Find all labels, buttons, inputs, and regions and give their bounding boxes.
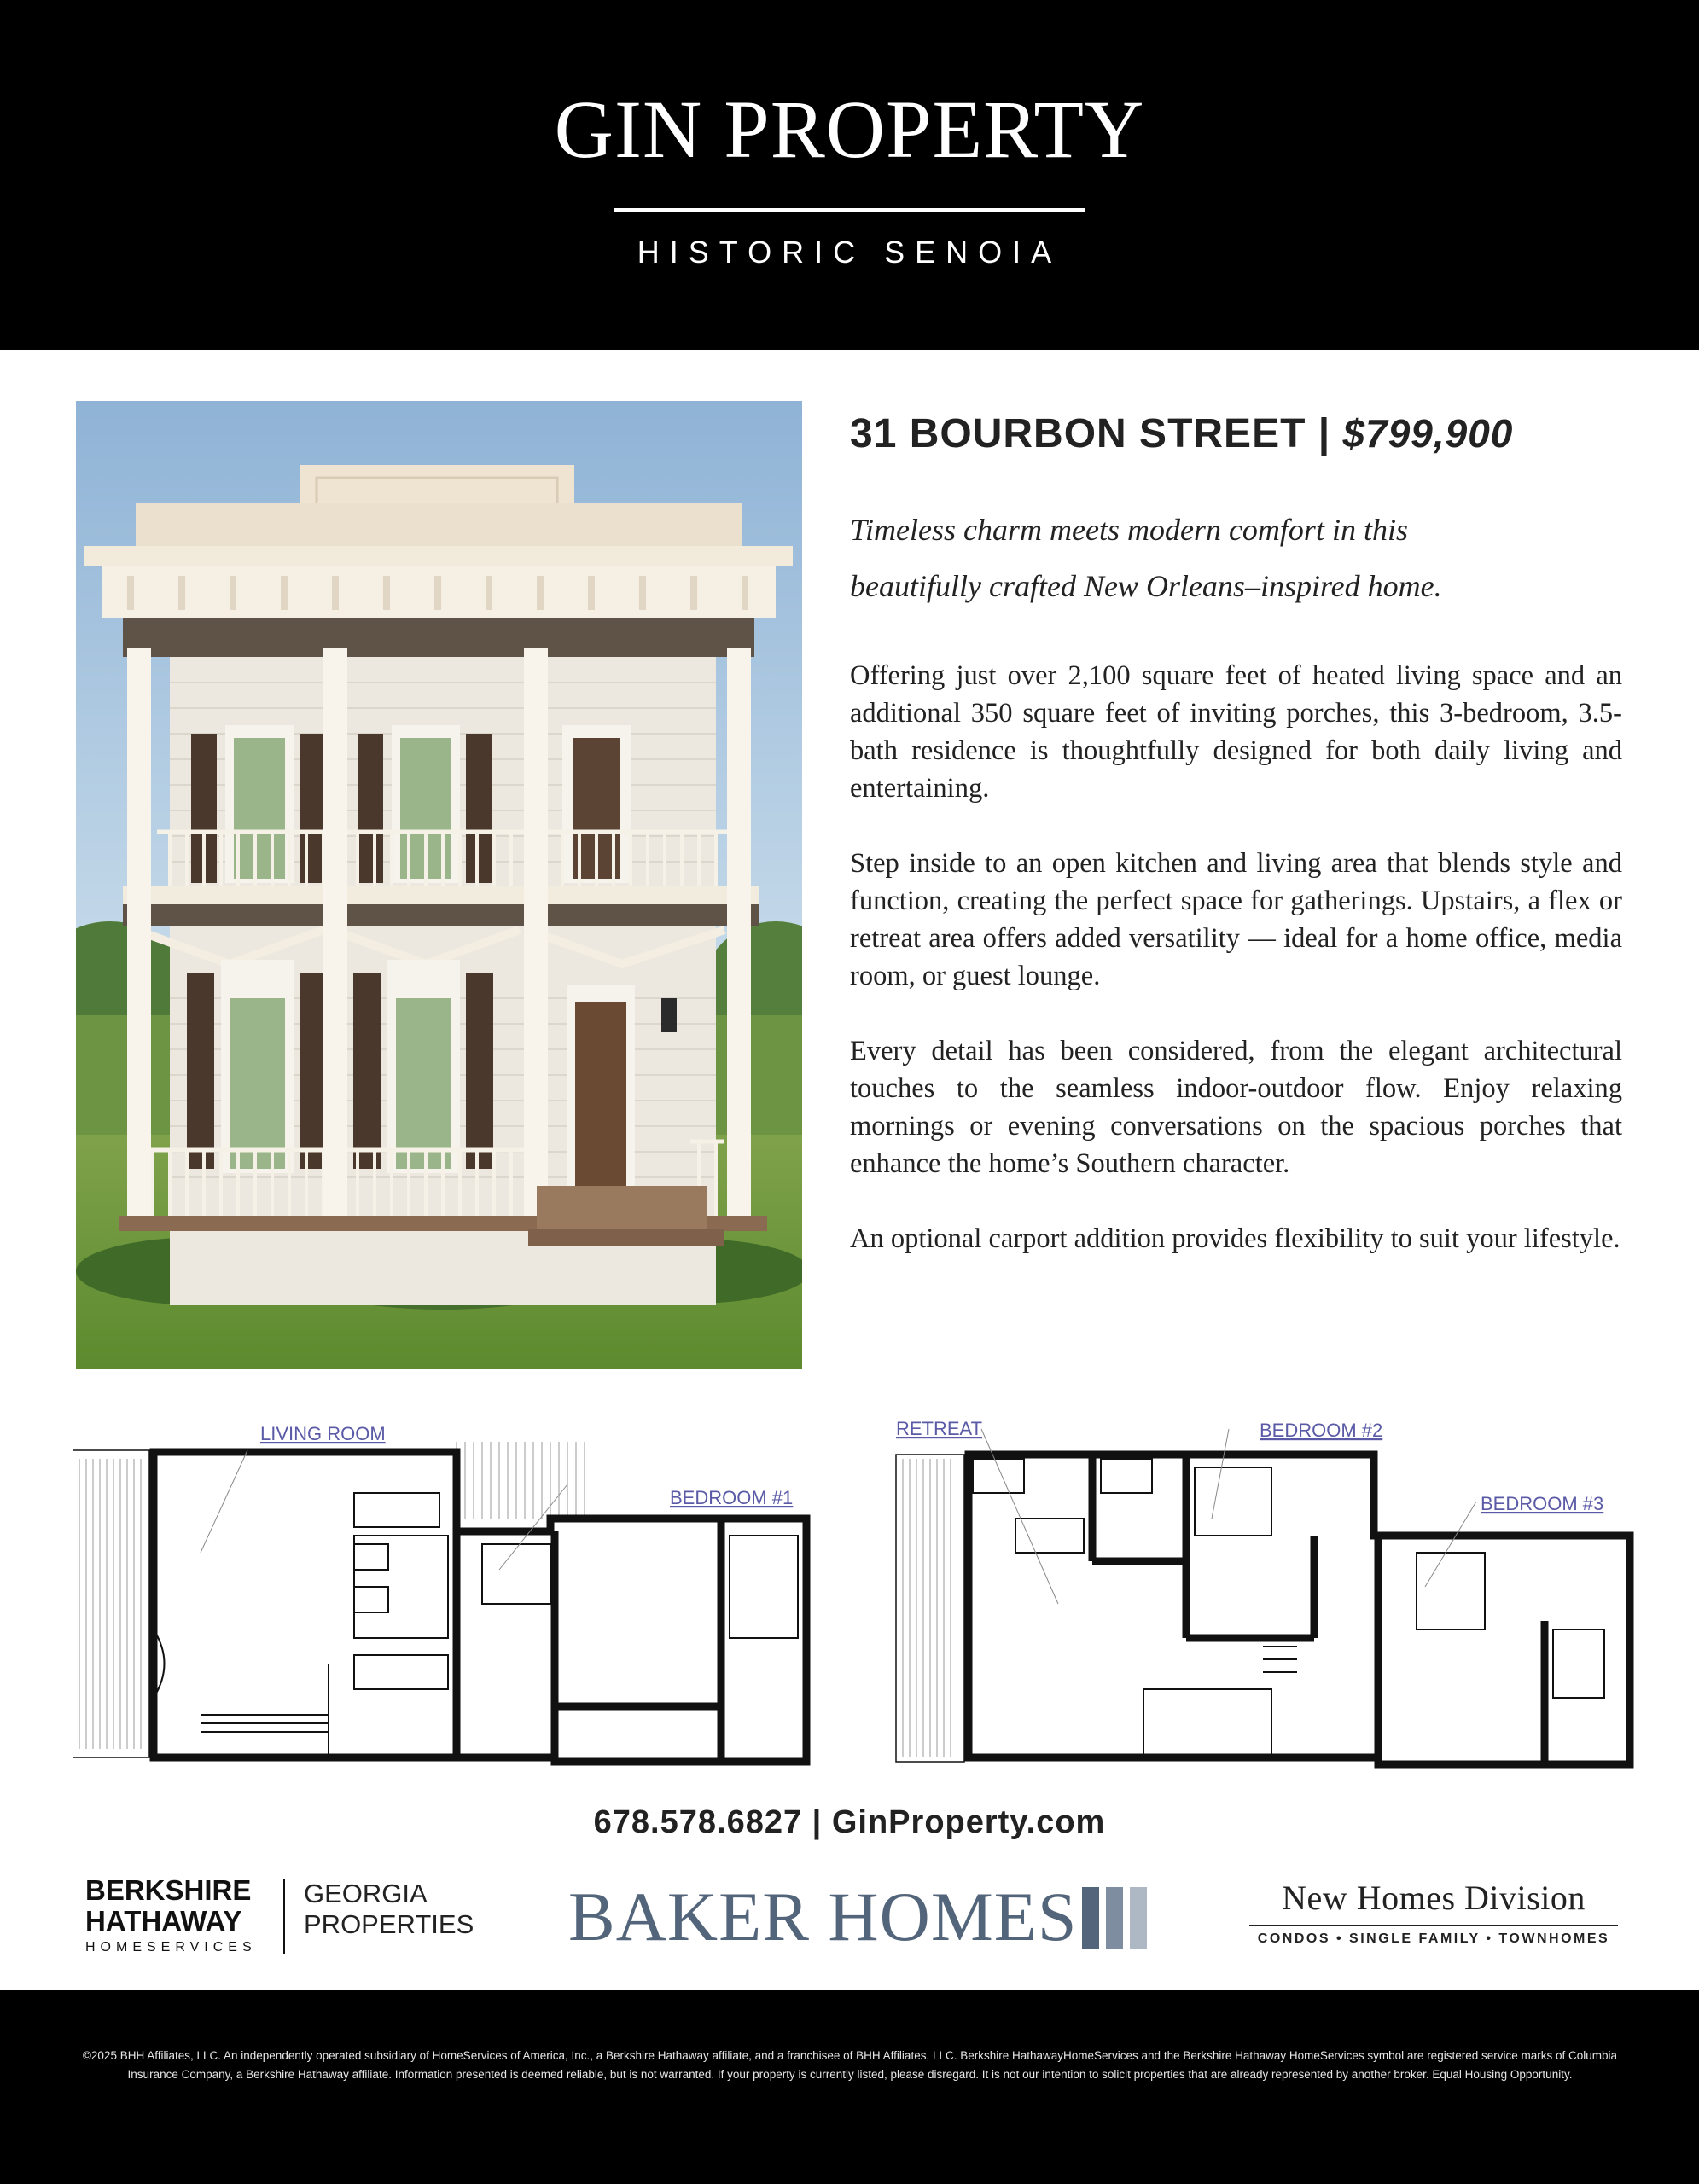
house-photo [76, 401, 802, 1369]
bh-ga-line-1: GEORGIA [304, 1879, 428, 1908]
new-homes-division-logo [1249, 1877, 1618, 1962]
first-floor-plan [73, 1408, 815, 1774]
footer [0, 1990, 1699, 2184]
nhd-divider [1249, 1925, 1618, 1926]
tagline-line-1: Timeless charm meets modern comfort in this [850, 513, 1408, 547]
baker-homes-logo: BAKER HOMES [568, 1878, 1078, 1955]
brand-subtitle: HISTORIC SENOIA [637, 235, 1062, 270]
nhd-subtitle: CONDOS • SINGLE FAMILY • TOWNHOMES [1257, 1931, 1610, 1946]
description-paragraph: Every detail has been considered, from the elegant architectural touches to the seamless indoor-outdoor flow. Enjoy relaxing mornings or evening conversations on the spacious porches that enhance the home’s Southern character. [850, 1036, 1622, 1179]
bedroom3-label: BEDROOM #3 [1481, 1493, 1604, 1514]
bh-divider [283, 1879, 285, 1954]
description-paragraph: Step inside to an open kitchen and living area that blends style and function, creating the perfect space for gatherings. Upstairs, a flex or retreat area offers added versatility — ideal for a home office, media room, or guest lounge. [850, 848, 1622, 991]
bedroom2-label: BEDROOM #2 [1260, 1420, 1383, 1441]
listing-description [850, 657, 1622, 1295]
listing-price: $799,900 [1342, 411, 1514, 456]
baker-bars-icon [1082, 1887, 1147, 1949]
header-banner [0, 0, 1699, 350]
second-floor-plan [887, 1408, 1634, 1774]
tagline-line-2: beautifully crafted New Orleans–inspired home. [850, 569, 1442, 603]
description-paragraph: Offering just over 2,100 square feet of heated living space and an additional 350 square feet of inviting porches, this 3-bedroom, 3.5-bath residence is thoughtfully designed for both daily living and entertaining. [850, 660, 1622, 804]
bh-line-1: BERKSHIRE [85, 1874, 252, 1906]
bh-homeservices: HOMESERVICES [85, 1940, 257, 1955]
bh-name [85, 1875, 251, 1937]
brand-divider [614, 208, 1085, 212]
bedroom1-label: BEDROOM #1 [670, 1487, 794, 1508]
retreat-label: RETREAT [896, 1418, 983, 1439]
listing-address: 31 BOURBON STREET [850, 411, 1306, 456]
listing-heading [850, 408, 1626, 460]
bh-ga-line-2: PROPERTIES [304, 1909, 474, 1939]
heading-separator: | [1318, 411, 1331, 456]
living-room-label: LIVING ROOM [260, 1423, 386, 1444]
berkshire-hathaway-logo [85, 1874, 474, 1960]
listing-tagline [850, 502, 1618, 614]
bh-line-2: HATHAWAY [85, 1905, 242, 1937]
contact-info: 678.578.6827 | GinProperty.com [593, 1804, 1106, 1840]
description-paragraph: An optional carport addition provides flexibility to suit your lifestyle. [850, 1223, 1620, 1254]
brand-title: GIN PROPERTY [554, 84, 1145, 175]
nhd-title: New Homes Division [1282, 1879, 1586, 1917]
bh-georgia-properties [304, 1879, 474, 1940]
legal-disclaimer: ©2025 BHH Affiliates, LLC. An independently operated subsidiary of HomeServices of America, Inc., a Berkshire Hathaway affiliate, and a franchisee of BHH Affiliates, LLC. Berkshire HathawayHomeServices and the Berkshire Hathaway HomeServices symbol are registered service marks of Columbia Insurance Company, a Berkshire Hathaway affiliate. Information presented is deemed reliable, but is not warranted. If your property is currently listed, please disregard. It is not our intention to solicit properties that are already represented by another broker. Equal Housing Opportunity. [82, 2049, 1618, 2081]
